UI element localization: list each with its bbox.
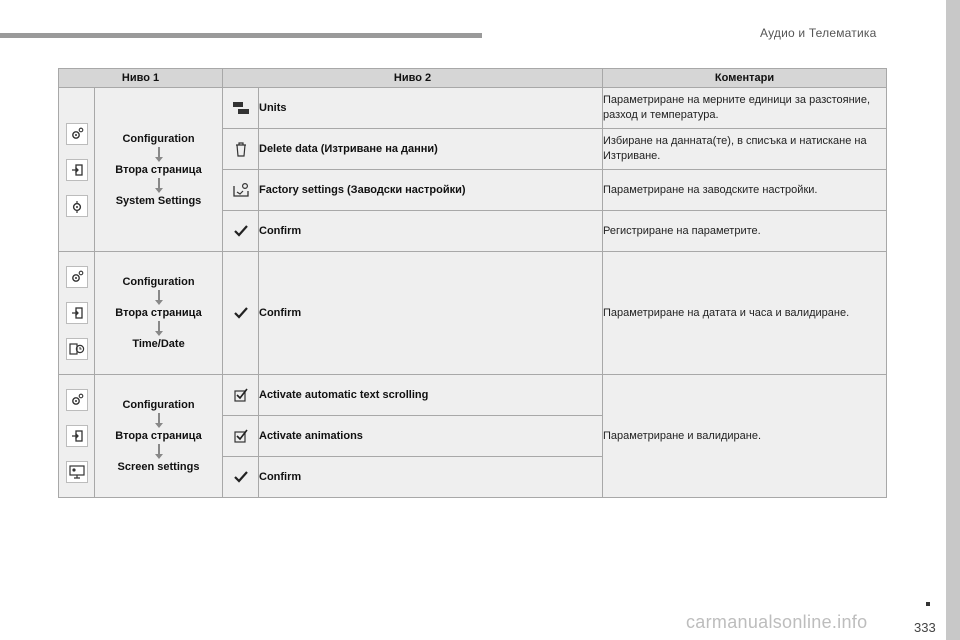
down-arrow-icon [155,413,163,428]
level2-icon-cell [223,375,259,416]
level1-configuration: Configuration [122,132,195,145]
page-arrow-icon [66,302,88,324]
level2-label: Delete data (Изтриване на данни) [259,129,603,170]
settings-gear-icon [66,123,88,145]
level1-target: Screen settings [117,461,200,473]
settings-gear-icon [66,389,88,411]
units-icon [230,98,252,118]
column-header-level2: Ниво 2 [223,69,603,88]
page-arrow-icon [66,425,88,447]
column-header-level1: Ниво 1 [59,69,223,88]
level1-configuration: Configuration [122,399,195,411]
level1-second-page: Втора страница [115,430,202,442]
level2-label: Confirm [259,457,603,498]
level1-second-page: Втора страница [115,163,202,176]
page-edge-strip [946,0,960,640]
table-row [59,88,887,129]
page-bullet [926,602,930,606]
watermark: carmanualsonline.info [686,612,868,632]
comment-cell: Параметриране на заводските настройки. [603,170,887,211]
level1-configuration: Configuration [122,276,195,288]
table-row [59,252,887,375]
comment-cell: Регистриране на параметрите. [603,211,887,252]
page-number: 333 [914,620,936,635]
level1-icons-cell [59,252,95,375]
level1-target: System Settings [115,194,202,207]
level2-icon-cell [223,252,259,375]
level2-icon-cell [223,211,259,252]
down-arrow-icon [155,321,163,336]
level2-label: Confirm [259,211,603,252]
settings-gear-icon [66,266,88,288]
time-date-icon [66,338,88,360]
header-rule [0,33,482,38]
level1-icons-cell [59,375,95,498]
level2-label: Confirm [259,252,603,375]
column-header-comments: Коментари [603,69,887,88]
down-arrow-icon [155,444,163,459]
screen-settings-icon [66,461,88,483]
check-icon [230,467,252,487]
down-arrow-icon [155,147,163,162]
level2-icon-cell [223,129,259,170]
level2-icon-cell [223,170,259,211]
section-title: Аудио и Телематика [760,26,877,40]
table-row [59,375,887,416]
level1-path-cell [95,88,223,252]
system-settings-icon [66,195,88,217]
delete-data-icon [230,139,252,159]
level2-icon-cell [223,88,259,129]
page-arrow-icon [66,159,88,181]
level2-label: Activate automatic text scrolling [259,375,603,416]
level2-label: Units [259,88,603,129]
comment-cell: Параметриране на мерните единици за разстояние, разход и температура. [603,88,887,129]
level1-target: Time/Date [132,338,185,350]
level2-icon-cell [223,416,259,457]
down-arrow-icon [155,178,163,193]
check-icon [230,303,252,323]
comment-cell: Параметриране и валидиране. [603,375,887,498]
checkbox-icon [230,385,252,405]
level1-icons-cell [59,88,95,252]
check-icon [230,221,252,241]
checkbox-icon [230,426,252,446]
settings-table [58,68,887,498]
level1-path-cell [95,375,223,498]
level2-label: Activate animations [259,416,603,457]
level1-path-cell [95,252,223,375]
table-header-row [59,69,887,88]
down-arrow-icon [155,290,163,305]
level2-label: Factory settings (Заводски настройки) [259,170,603,211]
level2-icon-cell [223,457,259,498]
comment-cell: Параметриране на датата и часа и валидиране. [603,252,887,375]
level1-second-page: Втора страница [115,307,202,319]
factory-settings-icon [230,180,252,200]
comment-cell: Избиране на данната(те), в списъка и натискане на Изтриване. [603,129,887,170]
